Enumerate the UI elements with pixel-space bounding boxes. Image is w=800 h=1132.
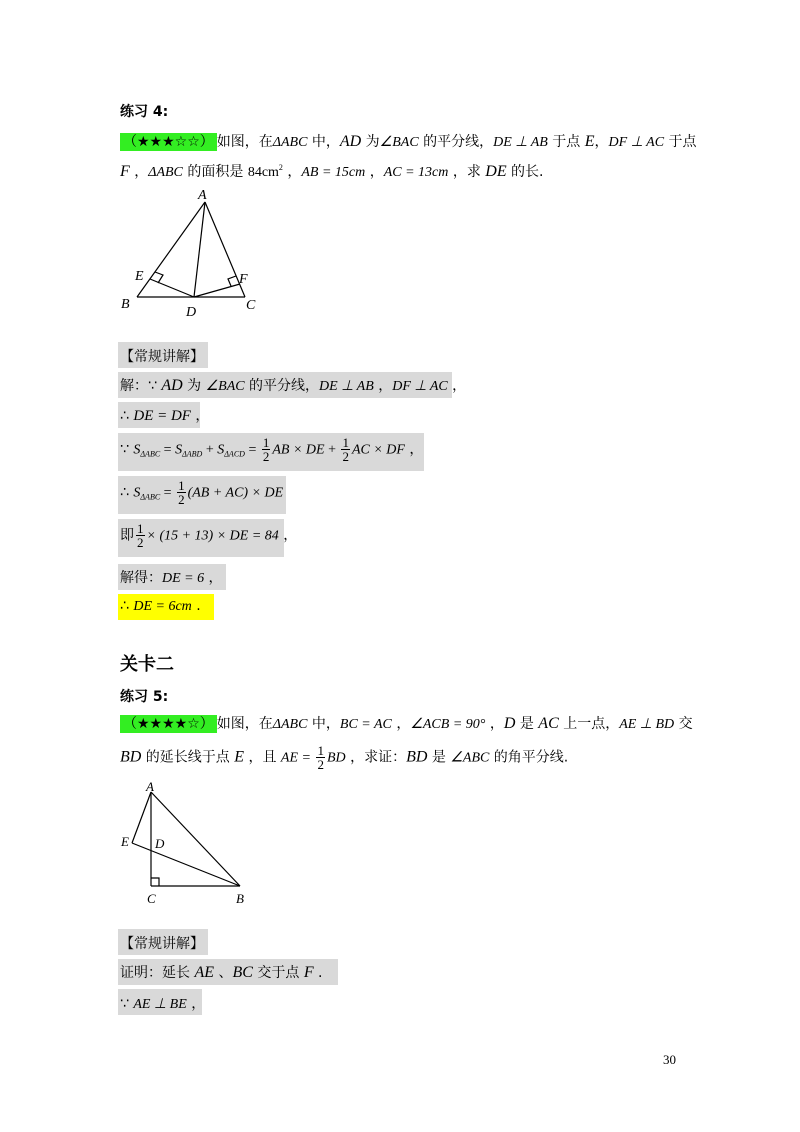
- math: DE ⊥ AB: [493, 135, 548, 150]
- fraction: [177, 479, 186, 506]
- text: 于点: [547, 134, 585, 150]
- math: ΔABC: [148, 165, 183, 180]
- text: 中，: [307, 134, 340, 150]
- exercise-4-title: 练习 4:: [120, 104, 169, 120]
- text: ，: [447, 378, 467, 394]
- text: 为: [361, 134, 380, 150]
- solution-step-3: [120, 436, 423, 463]
- text: 交于点: [252, 965, 304, 981]
- math: BC = AC: [339, 717, 392, 732]
- text: ，: [190, 408, 210, 424]
- text: ，: [373, 378, 393, 394]
- fraction: [316, 744, 325, 771]
- solution-step-4: [120, 479, 283, 506]
- math: AB × DE: [272, 442, 325, 458]
- math: AE ⊥ BE: [133, 997, 187, 1012]
- solution-step-6: [120, 567, 223, 587]
- segment-de: [150, 279, 194, 297]
- denominator: 2: [262, 449, 270, 464]
- math: AB = 15cm: [301, 165, 366, 180]
- math: +: [324, 442, 340, 458]
- numerator: 1: [178, 478, 185, 493]
- text: 的面积是: [182, 164, 248, 180]
- solution-5-step-2: [120, 993, 205, 1013]
- math: BD: [326, 750, 346, 766]
- solution-step-5: [120, 522, 297, 549]
- solution-header: 【常规讲解】: [120, 936, 204, 952]
- text: 为: [182, 378, 206, 394]
- segment-eb: [132, 843, 240, 886]
- math: DF ⊥ AC: [392, 379, 448, 394]
- text: 解：∵: [120, 378, 162, 394]
- difficulty-stars: （★★★★☆）: [120, 715, 217, 733]
- denominator: 2: [342, 449, 349, 464]
- math: AD: [339, 133, 362, 150]
- math: AE ⊥ BD: [619, 717, 675, 732]
- exercise-5-statement-line-2: [120, 744, 568, 771]
- label-d: D: [155, 836, 165, 851]
- text: ，: [594, 134, 609, 150]
- text: 中，: [307, 716, 340, 732]
- label-f: F: [239, 272, 248, 287]
- math: =: [160, 485, 176, 501]
- math: ∠BAC: [205, 379, 245, 394]
- math: AC = 13cm: [383, 165, 449, 180]
- label-a: A: [146, 780, 154, 794]
- text: 、: [214, 965, 233, 981]
- math: S: [175, 442, 183, 458]
- text: ，求: [448, 164, 486, 180]
- math: BD: [120, 748, 142, 766]
- solution-answer: [120, 598, 201, 615]
- text: 的长.: [506, 164, 544, 180]
- math: E: [234, 748, 245, 766]
- solution-5-step-1: [120, 962, 323, 982]
- solution-step-2: [120, 405, 209, 425]
- triangle-figure-2: [115, 780, 255, 910]
- math: D: [503, 715, 516, 732]
- text: 上一点，: [558, 716, 620, 732]
- math: DE: [485, 163, 507, 180]
- math: ΔABC: [272, 717, 308, 732]
- triangle-figure-1: [115, 185, 275, 325]
- math: AE: [194, 964, 214, 981]
- text: 的平分线，: [418, 134, 494, 150]
- text: ∵: [120, 996, 134, 1012]
- math: S: [133, 485, 141, 501]
- math: AE =: [280, 750, 315, 766]
- label-c: C: [246, 298, 256, 313]
- label-b: B: [121, 297, 130, 312]
- solution-step-1: [120, 375, 466, 395]
- text: 即: [120, 527, 134, 544]
- text: ，: [278, 527, 298, 544]
- side-ab: [137, 202, 205, 297]
- right-angle-mark-f: [228, 276, 236, 286]
- text: ∵: [120, 441, 134, 458]
- math: ΔABD: [182, 449, 203, 459]
- segment-ae: [132, 792, 151, 843]
- math: (AB + AC) × DE: [187, 485, 284, 501]
- math: AD: [161, 377, 183, 394]
- text: 是: [427, 749, 451, 766]
- text: ，: [391, 716, 411, 732]
- text: ，: [485, 716, 504, 732]
- section-title: 关卡二: [120, 654, 174, 675]
- text: ，求证：: [345, 749, 407, 766]
- text: .: [313, 965, 323, 981]
- text: 证明：延长: [120, 965, 195, 981]
- math: DE = DF: [133, 408, 191, 424]
- text: 于点: [664, 134, 697, 150]
- text: ，: [282, 164, 302, 180]
- label-b: B: [236, 891, 244, 906]
- text: ，且: [244, 749, 281, 766]
- label-c: C: [147, 891, 156, 906]
- text: 如图，在: [216, 134, 273, 150]
- denominator: 2: [178, 492, 185, 507]
- label-a: A: [198, 188, 207, 203]
- math: S: [217, 442, 225, 458]
- math: F: [303, 964, 314, 981]
- math: ∠ABC: [450, 750, 490, 766]
- text: 如图，在: [216, 716, 273, 732]
- text: 的延长线于点: [141, 749, 235, 766]
- math: DE = 6cm: [133, 599, 192, 614]
- text: .: [191, 598, 201, 614]
- math: 84cm: [247, 165, 279, 180]
- text: 解得：: [120, 570, 162, 586]
- text: ∴: [120, 408, 134, 424]
- text: ∴: [120, 598, 134, 614]
- exercise-4-statement-line-2: [120, 161, 544, 181]
- text: ，: [365, 164, 384, 180]
- text: 交: [674, 716, 693, 732]
- math: AC: [538, 715, 559, 732]
- math: 2: [278, 163, 283, 172]
- exercise-5-statement-line-1: [120, 713, 693, 733]
- text: 的角平分线.: [489, 749, 569, 766]
- text: ，: [404, 441, 424, 458]
- exercise-5-title: 练习 5:: [120, 689, 169, 705]
- math: ∠BAC: [379, 135, 419, 150]
- numerator: 1: [342, 435, 349, 450]
- text: ，: [129, 164, 149, 180]
- math: ΔACD: [224, 449, 245, 459]
- math: +: [202, 442, 218, 458]
- fraction: [136, 522, 145, 549]
- text: ，: [186, 996, 206, 1012]
- page-number: 30: [663, 1052, 676, 1067]
- exercise-4-statement-line-1: [120, 131, 696, 151]
- math: S: [133, 442, 141, 458]
- denominator: 2: [137, 535, 144, 550]
- segment-ad: [194, 202, 205, 297]
- label-e: E: [135, 269, 144, 284]
- label-e: E: [121, 834, 129, 849]
- solution-header: 【常规讲解】: [120, 349, 204, 365]
- math: AC × DF: [351, 442, 405, 458]
- math: BD: [406, 748, 428, 766]
- math: =: [244, 442, 260, 458]
- label-d: D: [186, 305, 197, 320]
- text: 是: [515, 716, 539, 732]
- math: DE = 6: [162, 571, 205, 586]
- math: × (15 + 13) × DE = 84: [146, 528, 279, 544]
- denominator: 2: [317, 757, 324, 772]
- right-angle-mark-c: [151, 878, 159, 886]
- math: DF ⊥ AC: [608, 135, 665, 150]
- math: ΔABC: [140, 449, 161, 459]
- math: ΔABC: [140, 492, 161, 502]
- math: =: [160, 442, 176, 458]
- math: BC: [232, 964, 253, 981]
- numerator: 1: [317, 743, 324, 758]
- math: DE ⊥ AB: [319, 379, 374, 394]
- fraction: [341, 436, 350, 463]
- difficulty-stars: （★★★☆☆）: [120, 133, 217, 151]
- text: ，: [204, 570, 223, 586]
- math: ∠ACB = 90°: [410, 717, 486, 732]
- text: 的平分线，: [244, 378, 320, 394]
- numerator: 1: [262, 435, 270, 450]
- math: F: [120, 163, 130, 180]
- text: ∴: [120, 484, 134, 501]
- numerator: 1: [137, 521, 144, 536]
- math: ΔABC: [272, 135, 308, 150]
- segment-df: [194, 284, 240, 297]
- math: E: [584, 133, 595, 150]
- fraction: [262, 436, 271, 463]
